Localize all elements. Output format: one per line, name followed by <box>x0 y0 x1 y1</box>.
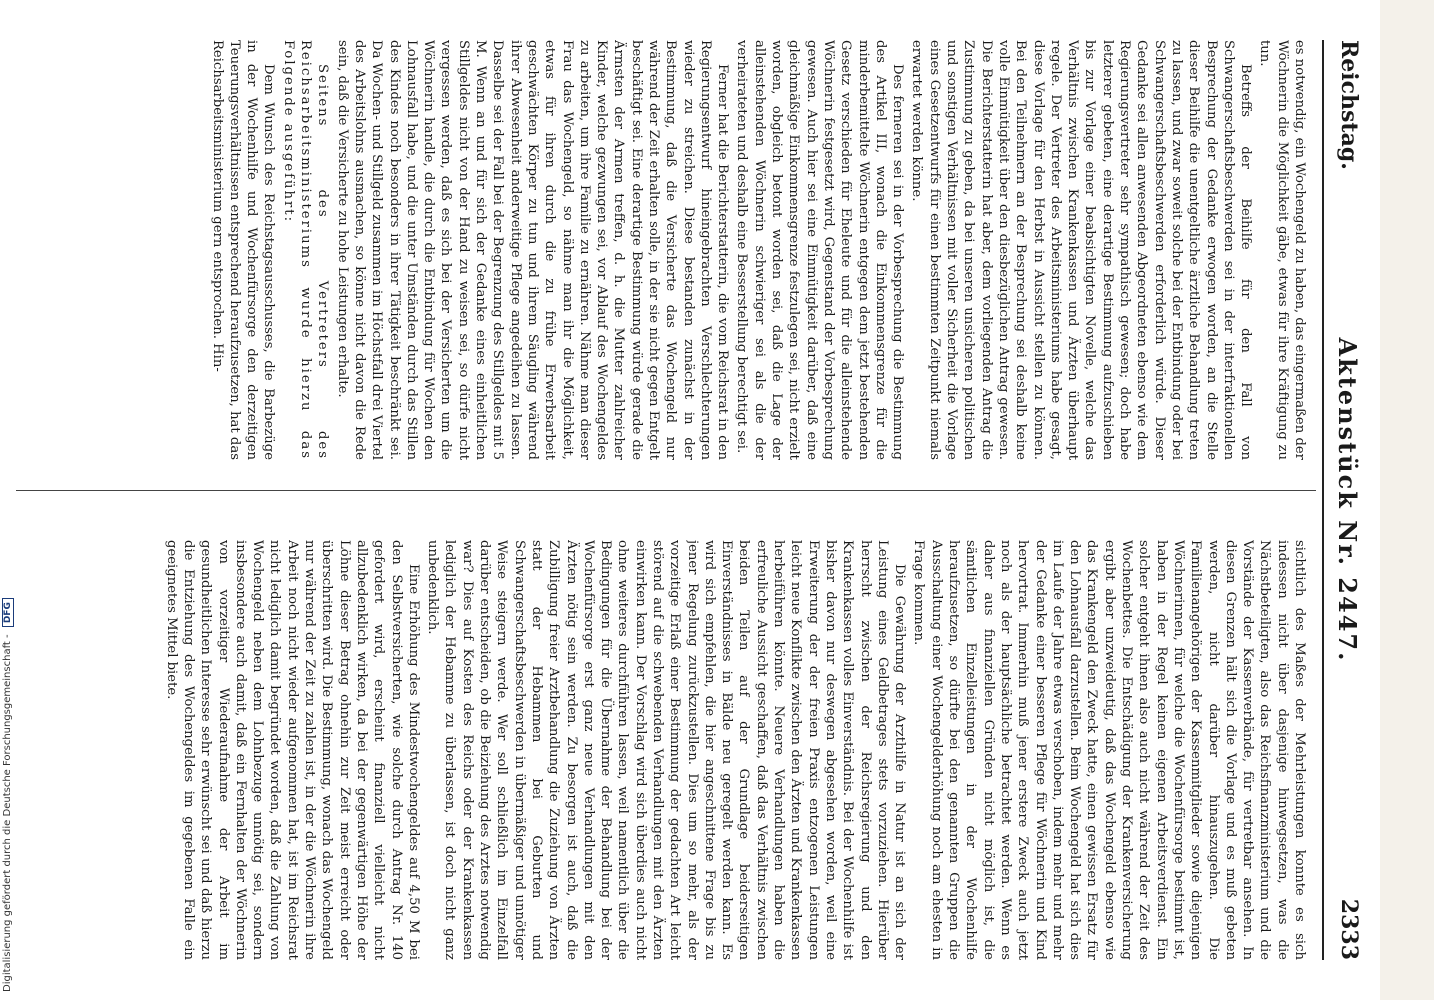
paragraph: Des ferneren sei in der Vorbesprechung die Bestimmung des Artikel III, wonach die Einkommensgrenze für die minderbemittelte Wöchnerin entgegen dem jetzt bestehenden Gesetz verschieden für Eheleute und für die alleinstehende Wöchnerin festgesetzt wird, Gegenstand der Vorbesprechung gewesen. Auch hier sei eine Einmütigkeit darüber, daß eine gleichmäßige Einkommensgrenze festzulegen sei, nicht erzielt worden, obgleich betont worden sei, daß die Lage der alleinstehenden Wöchnerin schwieriger sei als die der verheirateten und deshalb eine Besserstellung berechtigt sei. <box>734 40 906 460</box>
paragraph: Seitens des Vertreters des Reichsarbeitsministeriums wurde hierzu das Folgende ausgeführt: <box>280 40 331 460</box>
digitization-footer <box>0 0 16 1000</box>
paragraph: Die Gewährung der Arzthilfe in Natur ist an sich der Leistung eines Geldbetrages stets vorzuziehen. Hierüber herrscht zwischen der Reichsregierung und den Krankenkassen volles Einverständnis. Bei der Wochenhilfe ist bisher davon nur deswegen abgesehen worden, weil eine Erweiterung der der freien Praxis entzogenen Leistungen leicht neue Konflikte zwischen den Ärzten und Krankenkassen herbeiführen könnte. Neuere Verhandlungen haben die erfreuliche Aussicht geschaffen, daß das Verhältnis zwischen beiden Teilen auf der Grundlage beiderseitigen Einverständnisses in Bälde neu geregelt werden kann. Es wird sich empfehlen, die hier angeschnittene Frage bis zu jener Regelung zurückzustellen. Dies um so mehr, als der vorzeitige Erlaß einer Bestimmung der gedachten Art leicht störend auf die schwebenden Verhandlungen mit den Ärzten einwirken kann. Der Vorschlag wird sich überdies auch nicht ohne weiteres durchführen lassen, weil namentlich über die Bedingungen für die Übernahme der Behandlung bei der Wochenfürsorge erst ganz neue Verhandlungen mit den Ärzten nötig sein werden. Zu besorgen ist auch, daß die Zubilligung freier Arztbehandlung die Zuziehung von Ärzten statt der Hebammen bei Geburten und Schwangerschaftsbeschwerden in übermäßiger und unnötiger Weise steigern werde. Wer soll schließlich im Einzelfall darüber entscheiden, ob die Beiziehung des Arztes notwendig war? Dies auf Kosten des Reichs oder der Krankenkassen lediglich der Hebamme zu überlassen, ist doch nicht ganz unbedenklich. <box>425 540 908 960</box>
dfg-logo: DFG <box>2 598 14 627</box>
paragraph: Dem Wunsch des Reichstagsausschusses, die Barbezüge in der Wochenhilfe und Wochenfürsorge den derzeitigen Teuerungsverhältnissen entsprechend heraufzusetzen, hat das Reichsarbeitsministerium gern entsprochen. Hin- <box>209 40 277 460</box>
footer-credit <box>2 598 14 992</box>
left-column <box>18 40 1308 460</box>
paragraph: sichtlich des Maßes der Mehrleistungen konnte es sich indessen nicht über dasjenige hinwegsetzen, was die Nächstbeteiligten, also das Reichsfinanzministerium und die Vorstände der Kassenverbände, für vertretbar ansehen. In diesen Grenzen hält sich die Vorlage und es muß gebeten werden, nicht darüber hinauszugehen. Die Familienangehörigen der Kassenmitglieder sowie diejenigen Wöchnerinnen, für welche die Wochenfürsorge bestimmt ist, haben in der Regel keinen eigenen Arbeitsverdienst. Ein solcher entgeht ihnen also auch nicht während der Zeit des Wochenbettes. Die Entschädigung der Krankenversicherung ergibt aber unzweideutig, daß das Wochengeld ebenso wie das Krankengeld den Zweck hatte, einen gewissen Ersatz für den Lohnausfall darzustellen. Beim Wochengeld hat sich dies im Laufe der Jahre etwas verschoben, indem mehr und mehr der Gedanke einer besseren Pflege für Wöchnerin und Kind hervortrat. Immerhin muß jener erstere Zweck auch jetzt noch als der hauptsächliche betrachtet werden. Wenn es daher aus finanziellen Gründen nicht möglich ist, die sämtlichen Einzelleistungen in der Wochenhilfe heraufzusetzen, so dürfte bei den genannten Gruppen die Ausschaltung einer Wochengelderhöhung noch am ehesten in Frage kommen. <box>911 540 1307 960</box>
paragraph: Betreffs der Beihilfe für den Fall von Schwangerschaftsbeschwerden sei in der interfraktionellen Besprechung der Gedanke erwogen worden, an die Stelle dieser Beihilfe die unentgeltliche ärztliche Behandlung treten zu lassen, und zwar soweit solche bei der Entbindung oder bei Schwangerschaftsbeschwerden erforderlich würde. Dieser Gedanke sei allen anwesenden Abgeordneten ebenso wie dem Regierungsvertreter sehr sympathisch gewesen; doch habe letzterer gebeten, eine derartige Bestimmung aufzuschieben bis zur Vorlage einer beabsichtigten Novelle, welche das Verhältnis zwischen Krankenkassen und Ärzten überhaupt regele. Der Vertreter des Arbeitsministeriums habe gesagt, diese Vorlage für den Herbst in Aussicht stellen zu können. Bei den Teilnehmern an der Besprechung sei deshalb keine volle Einmütigkeit über den diesbezüglichen Antrag gewesen. Die Berichterstatterin hat aber, dem vorliegenden Antrag die Zustimmung zu geben, da bei unseren unsicheren politischen und sonstigen Verhältnissen mit voller Sicherheit die Vorlage eines Gesetzentwurfs für einen bestimmten Zeitpunkt niemals erwartet werden könne. <box>909 40 1254 460</box>
paragraph: Ferner hat die Berichterstatterin, die vom Reichsrat in den Regierungsentwurf hineingebrachten Verschlechterungen wieder zu streichen. Diese bestanden zunächst in der Bestimmung, daß die Versicherte das Wochengeld nur während der Zeit erhalten solle, in der sie nicht gegen Entgelt beschäftigt sei. Eine derartige Bestimmung würde gerade die Ärmsten der Armen treffen, d. h. die Mutter zahlreicher Kinder, welche gezwungen sei, vor Ablauf des Wochengeldes zu arbeiten, um ihre Familie zu ernähren. Nähme man dieser Frau das Wochengeld, so nähme man ihr die Möglichkeit, etwas für ihren durch die zu frühe Erwerbsarbeit geschwächten Körper zu tun und ihrem Säugling während ihrer Abwesenheit anderweitige Pflege angedeihen zu lassen. Dasselbe sei der Fall bei der Begrenzung des Stillgeldes mit 5 M. Wenn an und für sich der Gedanke eines einheitlichen Stillgeldes nicht von der Hand zu weisen sei, so dürfe nicht vergessen werden, daß es sich bei der Versicherten um die Wöchnerin handle, die durch die Entbindung für Wochen den Lohnausfall habe, und die unter Umständen durch das Stillen des Kindes noch besonders in ihrer Tätigkeit beschränkt sei. Da Wochen- und Stillgeld zusammen im Höchstfall drei Viertel des Arbeitslohns ausmachen, so könne nicht davon die Rede sein, daß die Versicherte zu hohe Leistungen erhalte. <box>334 40 731 460</box>
footer-text: Digitalisierung gefördert durch die Deutsche Forschungsgemeinschaft - <box>2 634 13 992</box>
paragraph: Eine Erhöhung des Mindestwochengeldes auf 4,50 M bei den Selbstversicherten, wie solche durch Antrag Nr. 140 gefordert wird, erscheint finanziell vielleicht nicht allzubedenklich wirken, da bei der gegenwärtigen Höhe der Löhne dieser Betrag ohnehin zur Zeit meist erreicht oder überschritten wird. Die Bestimmung, wonach das Wochengeld nur während der Zeit zu zahlen ist, in der die Wöchnerin ihre Arbeit noch nicht wieder aufgenommen hat, ist im Reichsrat nicht lediglich damit begründet worden, daß die Zahlung von Wochengeld neben dem Lohnbezuge unnötig sei, sondern insbesondere auch damit, daß ein Fernhalten der Wöchnerin von vorzeitiger Wiederaufnahme der Arbeit im gesundheitlichen Interesse sehr erwünscht sei und daß hierzu die Entziehung des Wochengeldes im gegebenen Falle ein geeignetes Mittel biete. <box>163 540 421 960</box>
header-section-title: Reichstag. <box>1336 40 1362 170</box>
page-header <box>1322 40 1372 960</box>
header-page-number: 2333 <box>1336 898 1362 960</box>
header-document-number: Aktenstück Nr. 2447. <box>1333 337 1362 663</box>
column-divider <box>16 490 1316 491</box>
paragraph: es notwendig, ein Wochengeld zu haben, das eingermaßen der Wöchnerin die Möglichkeit gäbe, etwas für ihre Kräftigung zu tun. <box>1257 40 1307 460</box>
right-column <box>18 540 1308 960</box>
